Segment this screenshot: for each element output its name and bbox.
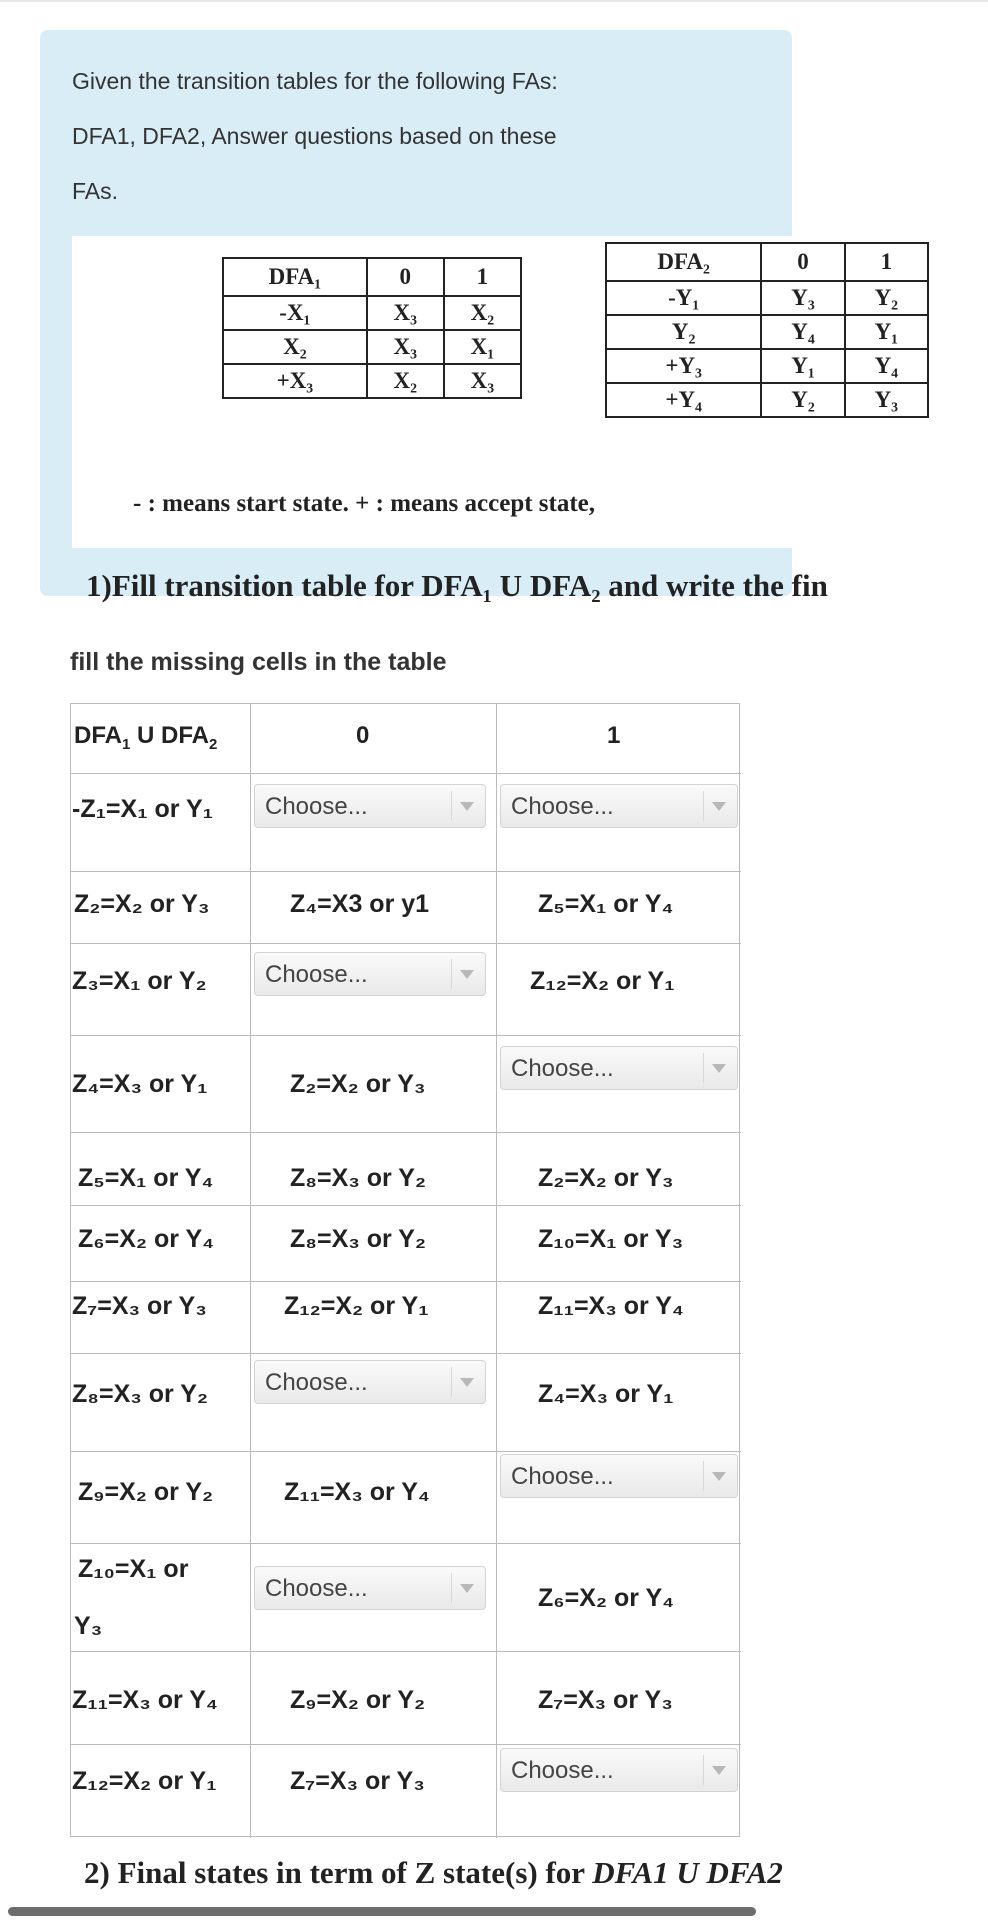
chevron-down-icon bbox=[451, 959, 481, 989]
dfa1-cell: X₂ bbox=[444, 296, 521, 330]
state-z6: Z₆=X₂ or Y₄ bbox=[78, 1225, 215, 1253]
chevron-down-icon bbox=[703, 1053, 733, 1083]
dfa2-cell: DFA₂ bbox=[606, 243, 761, 281]
cell-z7-0: Z₁₂=X₂ or Y₁ bbox=[284, 1292, 429, 1320]
cell-z10-1: Z₆=X₂ or Y₄ bbox=[538, 1584, 675, 1612]
scrollbar-thumb[interactable] bbox=[8, 1907, 756, 1916]
column-divider bbox=[250, 704, 251, 1838]
dfa1-cell: X₃ bbox=[444, 364, 521, 398]
dropdown-label: Choose... bbox=[265, 1369, 368, 1396]
state-z1: -Z₁=X₁ or Y₁ bbox=[72, 795, 214, 823]
dfa1-cell: X₃ bbox=[367, 330, 444, 364]
dropdown-z9-1[interactable] bbox=[500, 1454, 738, 1498]
chevron-down-icon bbox=[703, 791, 733, 821]
cell-z8-1: Z₄=X₃ or Y₁ bbox=[538, 1380, 674, 1408]
dfa2-cell: Y₃ bbox=[761, 281, 844, 315]
dropdown-z3-0[interactable] bbox=[254, 952, 486, 996]
dfa2-cell: -Y₁ bbox=[606, 281, 761, 315]
intro-line-3: FAs. bbox=[72, 178, 119, 204]
state-z2: Z₂=X₂ or Y₃ bbox=[74, 890, 210, 918]
cell-z12-0: Z₇=X₃ or Y₃ bbox=[290, 1767, 425, 1795]
row-divider bbox=[71, 1651, 741, 1652]
dfa1-cell: X₂ bbox=[367, 364, 444, 398]
dfa2-cell: +Y₃ bbox=[606, 349, 761, 383]
row-divider bbox=[71, 773, 741, 774]
dfa2-table bbox=[605, 242, 929, 418]
dfa1-cell: 0 bbox=[367, 258, 444, 296]
dropdown-label: Choose... bbox=[265, 961, 368, 988]
dfa2-cell: Y₃ bbox=[845, 383, 928, 417]
dfa2-cell: Y₂ bbox=[845, 281, 928, 315]
dfa1-cell: 1 bbox=[444, 258, 521, 296]
cell-z11-0: Z₉=X₂ or Y₂ bbox=[290, 1686, 426, 1714]
row-divider bbox=[71, 871, 741, 872]
header-state: $DFA_1$ U $DFA_2$ bbox=[74, 722, 218, 753]
cell-z6-0: Z₈=X₃ or Y₂ bbox=[290, 1225, 427, 1253]
dfa2-cell: Y₁ bbox=[845, 315, 928, 349]
state-z10-cont: Y₃ bbox=[74, 1612, 103, 1640]
fill-instruction: fill the missing cells in the table bbox=[70, 648, 447, 676]
chevron-down-icon bbox=[451, 1573, 481, 1603]
dfa1-cell: X₁ bbox=[444, 330, 521, 364]
state-legend: - : means start state. + : means accept state, bbox=[133, 490, 596, 517]
dfa1-cell: -X₁ bbox=[223, 296, 367, 330]
dropdown-label: Choose... bbox=[511, 1463, 614, 1490]
cell-z9-0: Z₁₁=X₃ or Y₄ bbox=[284, 1478, 430, 1506]
question-2-heading: 2) Final states in term of Z state(s) for DFA1 U DFA2 bbox=[84, 1855, 783, 1890]
cell-z5-0: Z₈=X₃ or Y₂ bbox=[290, 1164, 427, 1192]
dropdown-z1-0[interactable] bbox=[254, 784, 486, 828]
chevron-down-icon bbox=[703, 1755, 733, 1785]
row-divider bbox=[71, 1353, 741, 1354]
dropdown-z8-0[interactable] bbox=[254, 1360, 486, 1404]
dfa2-cell: Y₄ bbox=[761, 315, 844, 349]
header-input-0: 0 bbox=[356, 722, 370, 749]
dfa1-cell: DFA₁ bbox=[223, 258, 367, 296]
dropdown-z12-1[interactable] bbox=[500, 1748, 738, 1792]
row-divider bbox=[71, 1205, 741, 1206]
state-z5: Z₅=X₁ or Y₄ bbox=[78, 1164, 214, 1192]
dfa2-cell: 0 bbox=[761, 243, 844, 281]
dfa2-cell: Y₂ bbox=[761, 383, 844, 417]
dfa1-cell: X₃ bbox=[367, 296, 444, 330]
intro-line-2: DFA1, DFA2, Answer questions based on these bbox=[72, 123, 557, 149]
state-z7: Z₇=X₃ or Y₃ bbox=[72, 1292, 207, 1320]
row-divider bbox=[71, 1132, 741, 1133]
dropdown-z1-1[interactable] bbox=[500, 784, 738, 828]
dfa2-cell: Y₁ bbox=[761, 349, 844, 383]
top-divider bbox=[0, 0, 988, 2]
row-divider bbox=[71, 1035, 741, 1036]
state-z12: Z₁₂=X₂ or Y₁ bbox=[72, 1767, 217, 1795]
dropdown-z10-0[interactable] bbox=[254, 1566, 486, 1610]
column-divider bbox=[496, 704, 497, 1838]
state-z11: Z₁₁=X₃ or Y₄ bbox=[72, 1686, 218, 1714]
state-z9: Z₉=X₂ or Y₂ bbox=[78, 1478, 214, 1506]
dfa2-cell: 1 bbox=[845, 243, 928, 281]
state-z8: Z₈=X₃ or Y₂ bbox=[72, 1380, 209, 1408]
dropdown-label: Choose... bbox=[511, 793, 614, 820]
cell-z11-1: Z₇=X₃ or Y₃ bbox=[538, 1686, 673, 1714]
cell-z7-1: Z₁₁=X₃ or Y₄ bbox=[538, 1292, 684, 1320]
cell-z4-0: Z₂=X₂ or Y₃ bbox=[290, 1070, 426, 1098]
dfa2-cell: +Y₄ bbox=[606, 383, 761, 417]
intro-line-1: Given the transition tables for the following FAs: bbox=[72, 68, 558, 94]
header-input-1: 1 bbox=[607, 722, 621, 749]
dfa1-table bbox=[222, 257, 522, 399]
dropdown-z4-1[interactable] bbox=[500, 1046, 738, 1090]
dropdown-label: Choose... bbox=[265, 793, 368, 820]
dropdown-label: Choose... bbox=[511, 1055, 614, 1082]
cell-z6-1: Z₁₀=X₁ or Y₃ bbox=[538, 1225, 684, 1253]
row-divider bbox=[71, 1543, 741, 1544]
dfa2-cell: Y₄ bbox=[845, 349, 928, 383]
union-transition-table bbox=[70, 703, 740, 1837]
chevron-down-icon bbox=[451, 1367, 481, 1397]
chevron-down-icon bbox=[703, 1461, 733, 1491]
row-divider bbox=[71, 1281, 741, 1282]
row-divider bbox=[71, 1451, 741, 1452]
dropdown-label: Choose... bbox=[511, 1757, 614, 1784]
dfa1-cell: X₂ bbox=[223, 330, 367, 364]
cell-z2-1: Z₅=X₁ or Y₄ bbox=[538, 890, 674, 918]
state-z10: Z₁₀=X₁ or bbox=[78, 1555, 189, 1583]
question-1-heading: 1)Fill transition table for DFA₁ U DFA₂ and write the fin bbox=[86, 568, 828, 603]
state-z4: Z₄=X₃ or Y₁ bbox=[72, 1070, 208, 1098]
dfa1-cell: +X₃ bbox=[223, 364, 367, 398]
state-z3: Z₃=X₁ or Y₂ bbox=[72, 967, 207, 995]
dropdown-label: Choose... bbox=[265, 1575, 368, 1602]
chevron-down-icon bbox=[451, 791, 481, 821]
row-divider bbox=[71, 943, 741, 944]
row-divider bbox=[71, 1744, 741, 1745]
cell-z5-1: Z₂=X₂ or Y₃ bbox=[538, 1164, 674, 1192]
cell-z2-0: Z₄=X3 or y1 bbox=[290, 890, 430, 918]
dfa2-cell: Y₂ bbox=[606, 315, 761, 349]
cell-z3-1: Z₁₂=X₂ or Y₁ bbox=[530, 967, 675, 995]
